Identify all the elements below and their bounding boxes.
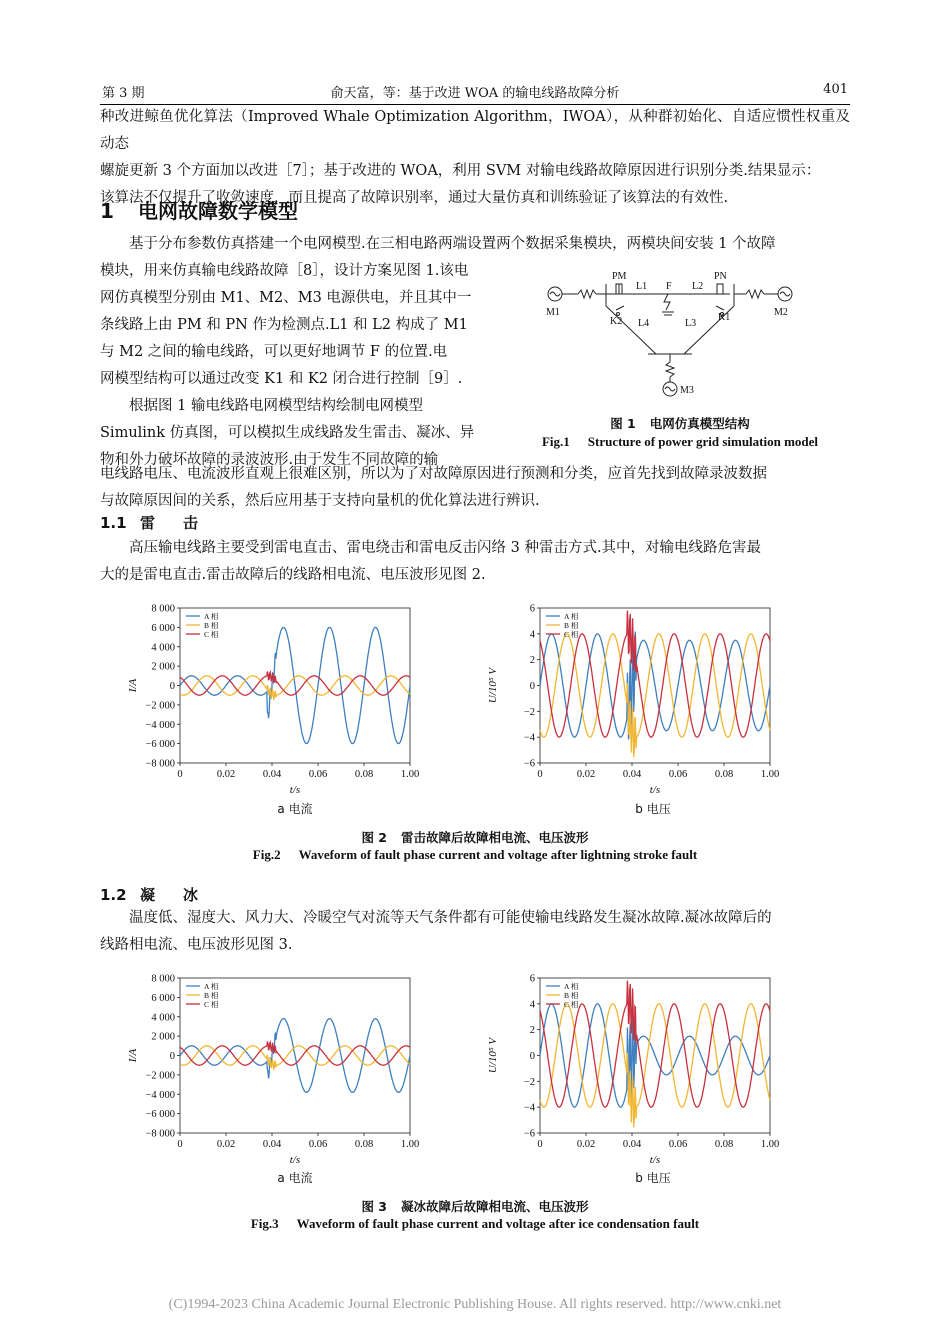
fig3-title-en: Waveform of fault phase current and voltage after ice condensation fault [296,1216,700,1231]
x-tick-label: 0.06 [308,769,328,780]
running-header [100,82,850,104]
m2-label: M2 [774,307,788,318]
legend-entry: C 相 [564,630,579,639]
fig3-title-cn: 凝冰故障后故障相电流、电压波形 [401,1199,589,1214]
y-tick-label: 6 000 [151,992,175,1004]
section-number: 1 [100,199,114,223]
y-tick-label: −4 000 [145,719,175,731]
x-tick-label: 0.04 [622,769,642,780]
fig2-number-cn: 图 2 [361,830,388,845]
subsection-heading [100,884,226,905]
y-tick-label: 2 000 [151,661,175,673]
y-tick-label: 0 [529,681,535,692]
y-tick-label: −2 [523,706,535,718]
x-tick-label: 0.02 [576,1139,596,1150]
l4-label: L4 [638,318,650,329]
text-line: 与 M2 之间的输电线路，可以更好地调节 F 的位置.电 [100,344,448,360]
text-line: 根据图 1 输电线路电网模型结构绘制电网模型 [129,398,423,414]
l3-label: L3 [685,318,697,329]
copyright-footer: (C)1994-2023 China Academic Journal Electronic Publishing House. All rights reserved. http://www.cnki.net [168,1297,782,1312]
fig3-number-en: Fig.3 [250,1216,279,1231]
pn-label: PN [714,271,727,282]
fig1-number-en: Fig.1 [541,434,570,449]
text-line: 温度低、湿度大、风力大、冷暖空气对流等天气条件都有可能使输电线路发生凝冰故障.凝冰故障后的 [129,910,772,926]
y-tick-label: 2 [529,1025,535,1037]
y-tick-label: −4 [523,732,535,744]
y-tick-label: −6 000 [145,739,175,751]
series-line [540,632,770,740]
x-tick-label: 0.08 [354,769,374,780]
pm-label: PM [612,271,627,282]
fig2a-current-chart [120,600,430,822]
x-tick-label: 1.00 [400,769,420,780]
legend-entry: C 相 [564,1000,579,1009]
x-tick-label: 0.02 [576,769,596,780]
text-line: 电线路电压、电流波形直观上很难区别，所以为了对故障原因进行预测和分类，应首先找到故障录波数据 [100,466,767,482]
legend-entry: A 相 [204,612,219,621]
y-axis-label: U/10⁵ V [487,1037,499,1074]
fig3-number-cn: 图 3 [361,1199,388,1214]
y-tick-label: −6 000 [145,1109,175,1121]
x-tick-label: 0.06 [668,769,688,780]
text-line: 模块，用来仿真输电线路故障［8］，设计方案见图 1.该电 [100,263,469,279]
legend-entry: A 相 [564,982,579,991]
subsection-number: 1.1 [100,514,127,532]
fig1-caption-en [500,434,860,450]
x-tick-label: 0 [177,769,183,780]
series-line [540,1004,770,1107]
l2-label: L2 [692,281,704,292]
subsection-title: 雷击 [140,514,227,532]
y-tick-label: −8 000 [145,1128,175,1140]
text-line: 与故障原因间的关系，然后应用基于支持向量机的优化算法进行辨识. [100,493,540,509]
m3-label: M3 [680,385,694,396]
y-tick-label: −2 000 [145,1070,175,1082]
text-line: 种改进鲸鱼优化算法（Improved Whale Optimization Algorithm，IWOA），从种群初始化、自适应惯性权重及动态 [100,109,850,152]
k2-label: K2 [610,316,623,327]
x-tick-label: 1.00 [760,1139,780,1150]
y-tick-label: 0 [529,1051,535,1062]
fig2b-voltage-chart [480,600,790,822]
fig3a-current-chart [120,970,430,1192]
m1-label: M1 [546,307,560,318]
fig3-caption-cn [100,1197,850,1215]
section-heading [100,195,298,224]
x-axis-label: t/s [289,1154,301,1166]
x-tick-label: 0.08 [714,1139,734,1150]
x-axis-label: t/s [649,784,661,796]
fig2a-sublabel: a 电流 [277,802,313,816]
fig3b-voltage-chart [480,970,790,1192]
x-tick-label: 0.04 [262,1139,282,1150]
y-tick-label: −2 [523,1076,535,1088]
legend-entry: A 相 [204,982,219,991]
y-axis-label: U/10⁵ V [487,667,499,704]
subsection-title: 凝冰 [140,886,227,904]
x-tick-label: 1.00 [400,1139,420,1150]
section1-paragraph-end [100,461,850,515]
text-line: 基于分布参数仿真搭建一个电网模型.在三相电路两端设置两个数据采集模块，两模块间安装 1 个故障 [129,236,776,252]
fig2-number-en: Fig.2 [252,847,281,862]
running-title: 俞天富，等：基于改进 WOA 的输电线路故障分析 [330,86,620,101]
fig3-caption-en [100,1216,850,1232]
x-tick-label: 0.02 [216,769,236,780]
text-line: 大的是雷电直击.雷击故障后的线路相电流、电压波形见图 2. [100,567,486,583]
text-line: 螺旋更新 3 个方面加以改进［7］；基于改进的 WOA，利用 SVM 对输电线路故障原因进行识别分类.结果显示： [100,163,821,179]
page-number: 401 [823,82,848,97]
text-line: 高压输电线路主要受到雷电直击、雷电绕击和雷电反击闪络 3 种雷击方式.其中，对输电线路危害最 [129,540,762,556]
subsection-heading [100,512,226,533]
legend-entry: C 相 [204,630,219,639]
fig1-caption-cn [500,414,860,432]
fig1-number-cn: 图 1 [610,416,636,431]
section1-wrap-text [100,258,492,474]
k1-label: K1 [718,312,731,323]
y-tick-label: 2 [529,655,535,667]
subsection11-paragraph [100,535,850,589]
x-tick-label: 1.00 [760,769,780,780]
subsection12-paragraph [100,905,850,959]
y-tick-label: −2 000 [145,700,175,712]
y-tick-label: 4 [529,629,535,641]
fig1-title-cn: 电网仿真模型结构 [649,416,750,431]
issue-number: 第 3 期 [102,86,145,101]
series-line [180,1019,410,1093]
text-line: 线路相电流、电压波形见图 3. [100,937,293,953]
section1-paragraph [100,231,850,258]
legend-entry: A 相 [564,612,579,621]
y-tick-label: −4 [523,1102,535,1114]
x-tick-label: 0.06 [668,1139,688,1150]
y-tick-label: −6 [523,758,535,770]
x-tick-label: 0.08 [354,1139,374,1150]
fig2-title-en: Waveform of fault phase current and voltage after lightning stroke fault [298,847,698,862]
y-tick-label: −4 000 [145,1089,175,1101]
legend-entry: B 相 [564,991,579,1000]
legend-entry: B 相 [204,991,219,1000]
grid-model-diagram [540,262,800,407]
series-line [180,627,410,743]
x-tick-label: 0.06 [308,1139,328,1150]
fig2-caption-cn [100,828,850,846]
fig2-title-cn: 雷击故障后故障相电流、电压波形 [401,830,589,845]
y-tick-label: −6 [523,1128,535,1140]
y-axis-label: I/A [127,678,139,693]
series-line [540,1004,770,1127]
x-tick-label: 0 [537,1139,543,1150]
x-tick-label: 0.08 [714,769,734,780]
l1-label: L1 [636,281,648,292]
fig1-title-en: Structure of power grid simulation model [587,434,819,449]
y-axis-label: I/A [127,1048,139,1063]
series-line [540,634,770,757]
section-title: 电网故障数学模型 [138,199,298,223]
text-line: Simulink 仿真图，可以模拟生成线路发生雷击、凝冰、异 [100,425,475,441]
x-tick-label: 0.04 [262,769,282,780]
y-tick-label: 6 [529,603,535,615]
y-tick-label: −8 000 [145,758,175,770]
fig3b-sublabel: b 电压 [635,1171,671,1185]
text-line: 物和外力破坏故障的录波波形.由于发生不同故障的输 [100,452,439,468]
y-tick-label: 4 [529,999,535,1011]
fig2-caption-en [100,847,850,863]
y-tick-label: 4 000 [151,642,175,654]
legend-entry: B 相 [204,621,219,630]
y-tick-label: 6 000 [151,622,175,634]
y-tick-label: 8 000 [151,603,175,615]
legend-entry: B 相 [564,621,579,630]
y-tick-label: 8 000 [151,973,175,985]
text-line: 网仿真模型分别由 M1、M2、M3 电源供电，并且其中一 [100,290,472,306]
text-line: 该算法不仅提升了收敛速度，而且提高了故障识别率，通过大量仿真和训练验证了该算法的有效性. [100,190,729,206]
x-axis-label: t/s [649,1154,661,1166]
subsection-number: 1.2 [100,886,127,904]
f-label: F [666,281,672,292]
legend-entry: C 相 [204,1000,219,1009]
x-tick-label: 0.04 [622,1139,642,1150]
x-tick-label: 0.02 [216,1139,236,1150]
y-tick-label: 0 [169,1051,175,1062]
text-line: 条线路上由 PM 和 PN 作为检测点.L1 和 L2 构成了 M1 [100,317,468,333]
y-tick-label: 6 [529,973,535,985]
y-tick-label: 4 000 [151,1012,175,1024]
x-tick-label: 0 [537,769,543,780]
x-axis-label: t/s [289,784,301,796]
y-tick-label: 2 000 [151,1031,175,1043]
x-tick-label: 0 [177,1139,183,1150]
fig2b-sublabel: b 电压 [635,802,671,816]
text-line: 网模型结构可以通过改变 K1 和 K2 闭合进行控制［9］. [100,371,463,387]
y-tick-label: 0 [169,681,175,692]
fig3a-sublabel: a 电流 [277,1171,313,1185]
